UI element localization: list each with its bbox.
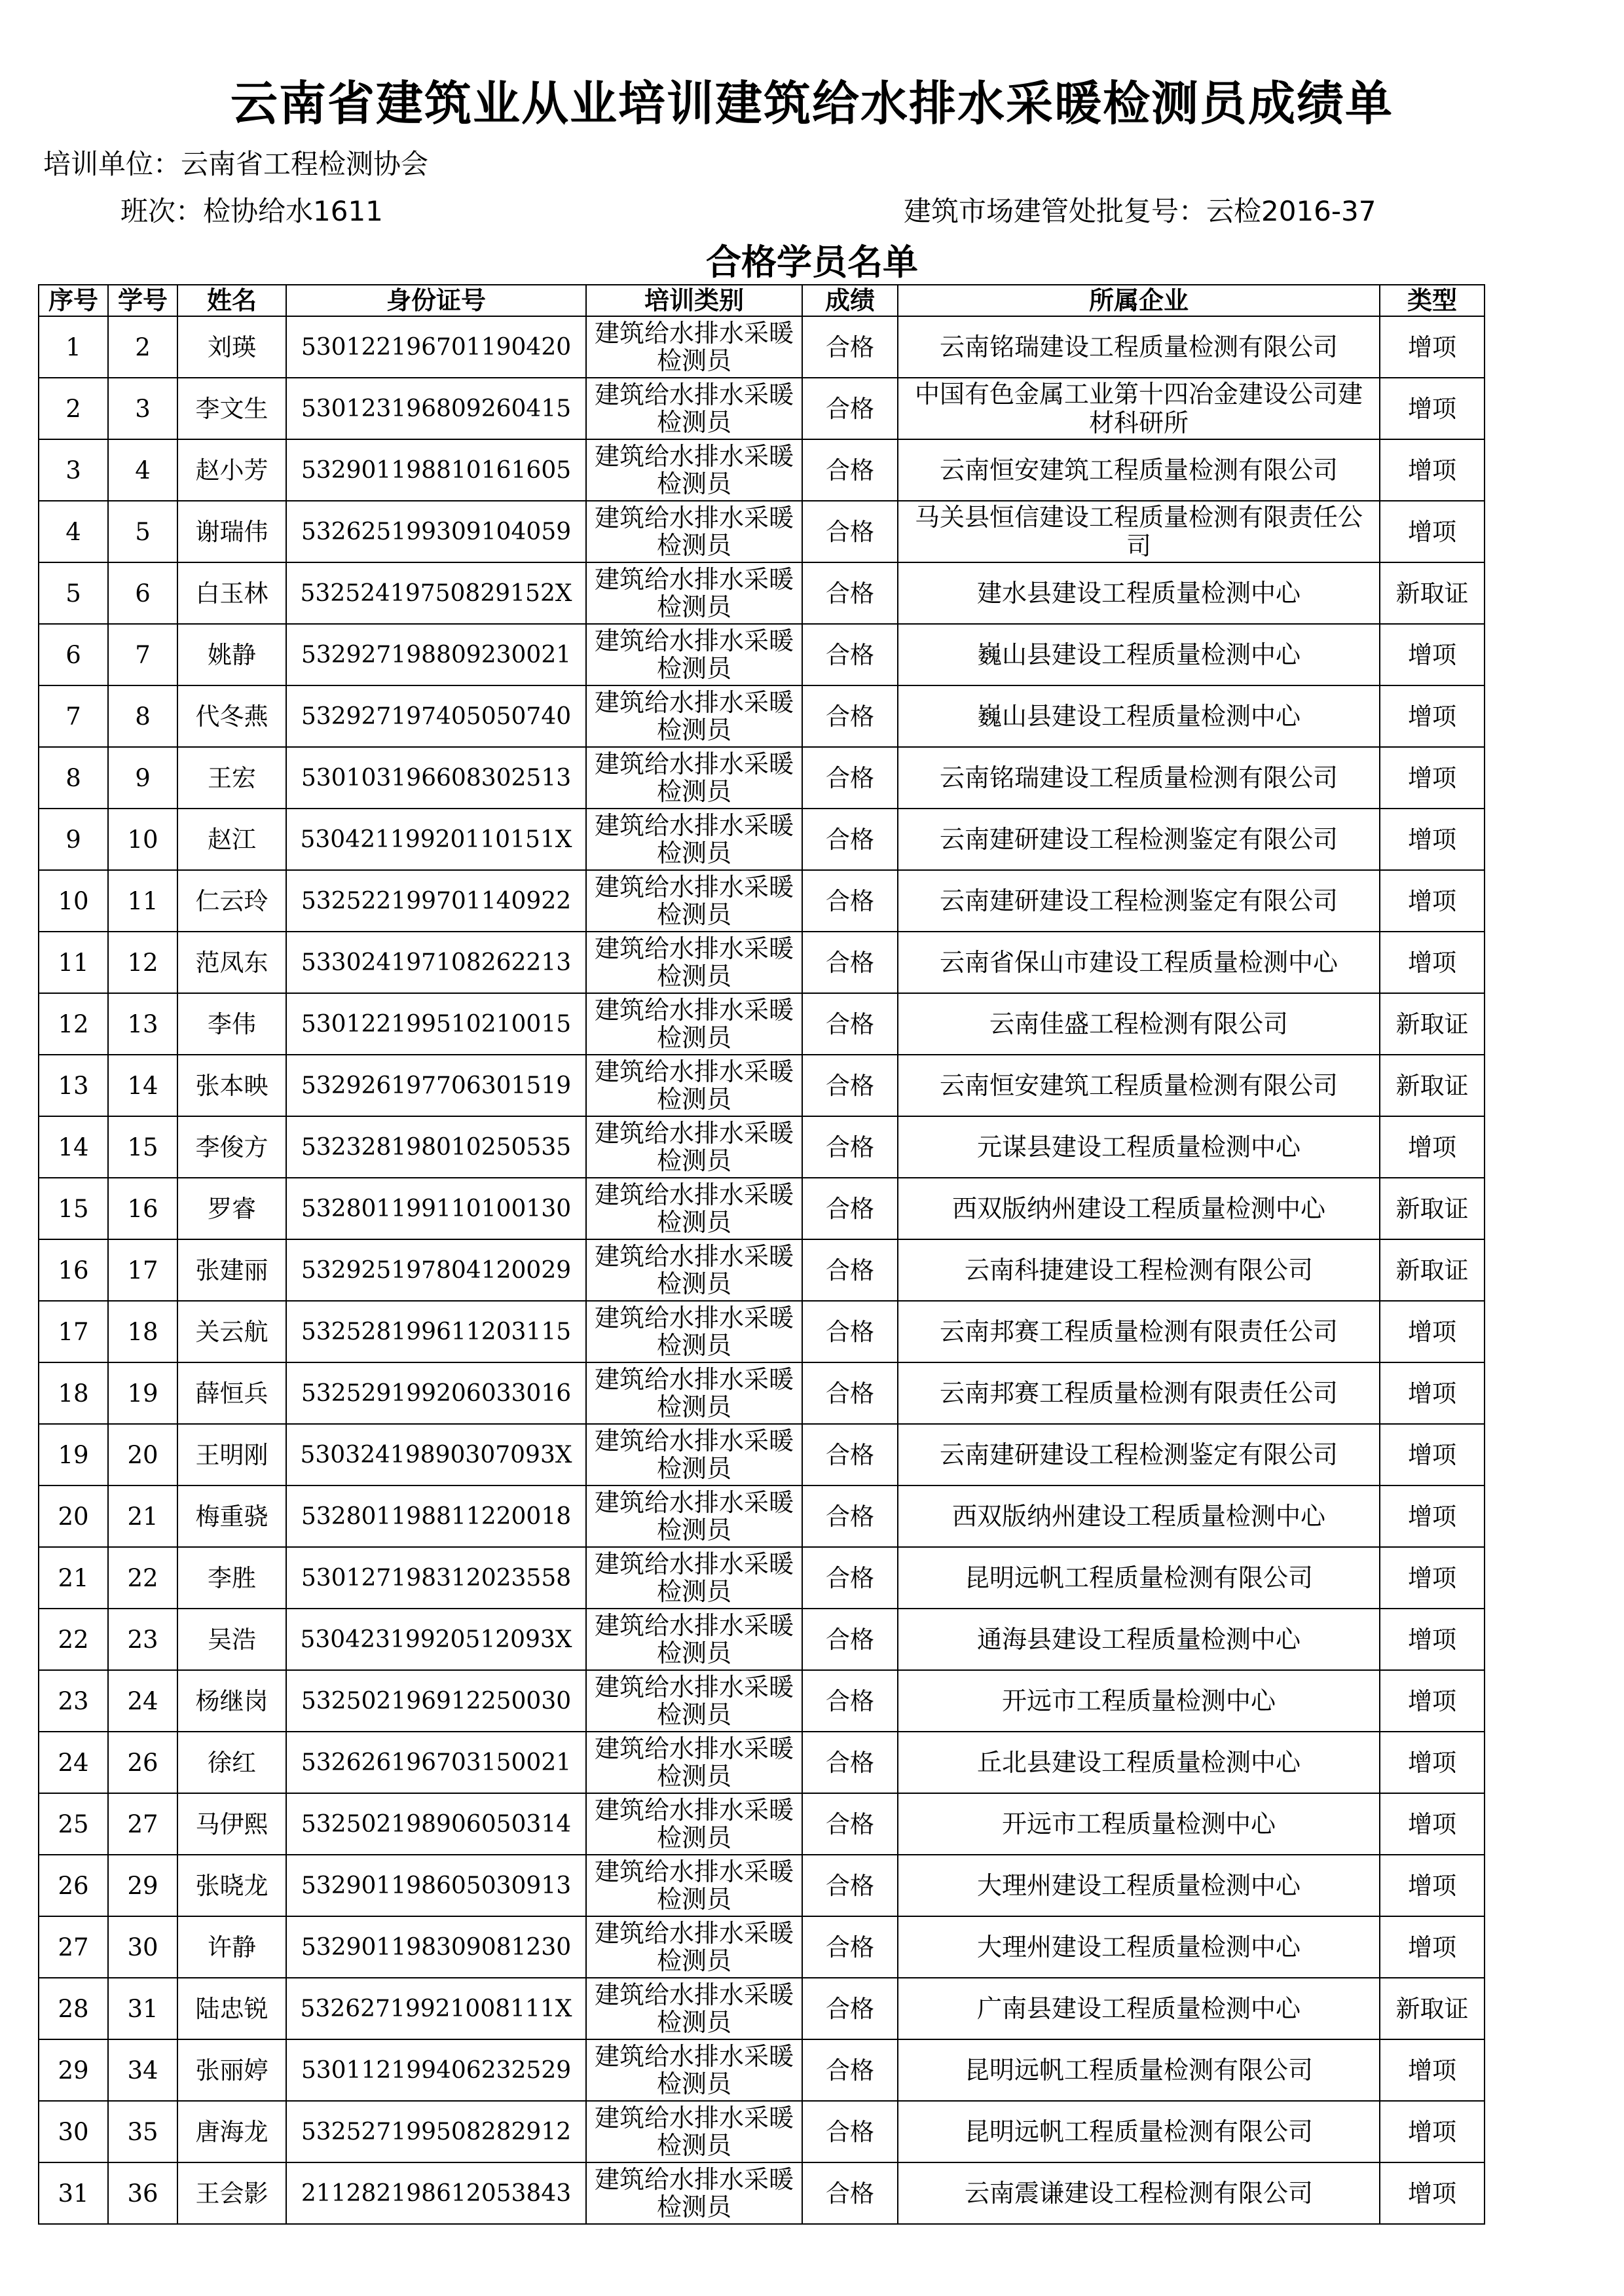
cell-student-no: 4 — [108, 439, 177, 501]
cell-company: 西双版纳州建设工程质量检测中心 — [898, 1485, 1380, 1547]
cell-company: 云南建研建设工程检测鉴定有限公司 — [898, 870, 1380, 932]
cell-seq: 14 — [39, 1116, 108, 1178]
cell-score: 合格 — [802, 1485, 898, 1547]
cell-score: 合格 — [802, 993, 898, 1055]
cell-category: 建筑给水排水采暖检测员 — [586, 870, 802, 932]
cell-student-no: 21 — [108, 1485, 177, 1547]
cell-id-number: 532927197405050740 — [286, 685, 586, 747]
cell-type: 增项 — [1380, 870, 1485, 932]
cell-score: 合格 — [802, 747, 898, 809]
cell-type: 增项 — [1380, 378, 1485, 439]
cell-category: 建筑给水排水采暖检测员 — [586, 439, 802, 501]
cell-name: 仁云玲 — [177, 870, 286, 932]
table-row — [39, 1424, 1485, 1485]
results-table — [38, 284, 1485, 2225]
cell-company: 元谋县建设工程质量检测中心 — [898, 1116, 1380, 1178]
cell-seq: 1 — [39, 316, 108, 378]
table-row — [39, 2162, 1485, 2224]
table-row — [39, 378, 1485, 439]
table-row — [39, 1055, 1485, 1116]
cell-name: 张丽婷 — [177, 2039, 286, 2101]
cell-company: 开远市工程质量检测中心 — [898, 1670, 1380, 1732]
cell-score: 合格 — [802, 1301, 898, 1362]
cell-type: 增项 — [1380, 1609, 1485, 1670]
cell-company: 云南省保山市建设工程质量检测中心 — [898, 932, 1380, 993]
cell-student-no: 18 — [108, 1301, 177, 1362]
cell-seq: 18 — [39, 1362, 108, 1424]
cell-score: 合格 — [802, 809, 898, 870]
cell-score: 合格 — [802, 1793, 898, 1855]
cell-name: 张本映 — [177, 1055, 286, 1116]
cell-id-number: 532901198605030913 — [286, 1855, 586, 1916]
cell-company: 云南恒安建筑工程质量检测有限公司 — [898, 439, 1380, 501]
header-score: 成绩 — [802, 285, 898, 316]
cell-category: 建筑给水排水采暖检测员 — [586, 685, 802, 747]
cell-student-no: 30 — [108, 1916, 177, 1978]
table-row — [39, 501, 1485, 562]
cell-seq: 15 — [39, 1178, 108, 1239]
cell-score: 合格 — [802, 932, 898, 993]
cell-student-no: 11 — [108, 870, 177, 932]
cell-id-number: 532925197804120029 — [286, 1239, 586, 1301]
table-row — [39, 1978, 1485, 2039]
cell-type: 增项 — [1380, 439, 1485, 501]
cell-score: 合格 — [802, 1362, 898, 1424]
cell-name: 梅重骁 — [177, 1485, 286, 1547]
cell-score: 合格 — [802, 1178, 898, 1239]
cell-category: 建筑给水排水采暖检测员 — [586, 1609, 802, 1670]
cell-id-number: 532527199508282912 — [286, 2101, 586, 2162]
cell-student-no: 26 — [108, 1732, 177, 1793]
table-row — [39, 1609, 1485, 1670]
cell-id-number: 532529199206033016 — [286, 1362, 586, 1424]
cell-name: 王会影 — [177, 2162, 286, 2224]
cell-id-number: 530127198312023558 — [286, 1547, 586, 1609]
cell-type: 增项 — [1380, 1362, 1485, 1424]
cell-id-number: 532901198810161605 — [286, 439, 586, 501]
cell-type: 增项 — [1380, 1547, 1485, 1609]
cell-seq: 21 — [39, 1547, 108, 1609]
cell-seq: 11 — [39, 932, 108, 993]
cell-category: 建筑给水排水采暖检测员 — [586, 809, 802, 870]
cell-category: 建筑给水排水采暖检测员 — [586, 378, 802, 439]
cell-score: 合格 — [802, 2162, 898, 2224]
cell-company: 广南县建设工程质量检测中心 — [898, 1978, 1380, 2039]
cell-seq: 9 — [39, 809, 108, 870]
cell-id-number: 530112199406232529 — [286, 2039, 586, 2101]
cell-score: 合格 — [802, 378, 898, 439]
cell-category: 建筑给水排水采暖检测员 — [586, 993, 802, 1055]
table-row — [39, 1547, 1485, 1609]
cell-student-no: 20 — [108, 1424, 177, 1485]
cell-name: 赵江 — [177, 809, 286, 870]
table-row — [39, 1301, 1485, 1362]
table-row — [39, 2101, 1485, 2162]
cell-student-no: 15 — [108, 1116, 177, 1178]
cell-name: 张晓龙 — [177, 1855, 286, 1916]
cell-score: 合格 — [802, 1547, 898, 1609]
cell-company: 中国有色金属工业第十四冶金建设公司建材科研所 — [898, 378, 1380, 439]
cell-type: 增项 — [1380, 1301, 1485, 1362]
cell-score: 合格 — [802, 1055, 898, 1116]
cell-id-number: 532801199110100130 — [286, 1178, 586, 1239]
cell-score: 合格 — [802, 2101, 898, 2162]
cell-category: 建筑给水排水采暖检测员 — [586, 1116, 802, 1178]
cell-seq: 6 — [39, 624, 108, 685]
cell-id-number: 532502198906050314 — [286, 1793, 586, 1855]
cell-category: 建筑给水排水采暖检测员 — [586, 1793, 802, 1855]
cell-id-number: 532522199701140922 — [286, 870, 586, 932]
cell-name: 刘瑛 — [177, 316, 286, 378]
cell-student-no: 34 — [108, 2039, 177, 2101]
cell-type: 增项 — [1380, 809, 1485, 870]
cell-type: 增项 — [1380, 685, 1485, 747]
training-unit: 培训单位：云南省工程检测协会 — [43, 148, 429, 180]
table-row — [39, 439, 1485, 501]
cell-company: 云南佳盛工程检测有限公司 — [898, 993, 1380, 1055]
cell-name: 唐海龙 — [177, 2101, 286, 2162]
cell-seq: 31 — [39, 2162, 108, 2224]
cell-id-number: 532625199309104059 — [286, 501, 586, 562]
table-row — [39, 1362, 1485, 1424]
cell-type: 增项 — [1380, 1670, 1485, 1732]
cell-id-number: 530123196809260415 — [286, 378, 586, 439]
cell-score: 合格 — [802, 1424, 898, 1485]
cell-name: 李俊方 — [177, 1116, 286, 1178]
cell-seq: 24 — [39, 1732, 108, 1793]
cell-type: 新取证 — [1380, 1239, 1485, 1301]
cell-id-number: 530122196701190420 — [286, 316, 586, 378]
cell-type: 增项 — [1380, 932, 1485, 993]
cell-company: 云南邦赛工程质量检测有限责任公司 — [898, 1362, 1380, 1424]
cell-type: 新取证 — [1380, 993, 1485, 1055]
table-row — [39, 809, 1485, 870]
cell-student-no: 14 — [108, 1055, 177, 1116]
cell-score: 合格 — [802, 1239, 898, 1301]
table-row — [39, 1116, 1485, 1178]
cell-category: 建筑给水排水采暖检测员 — [586, 932, 802, 993]
cell-score: 合格 — [802, 1116, 898, 1178]
cell-name: 陆忠锐 — [177, 1978, 286, 2039]
header-category: 培训类别 — [586, 285, 802, 316]
cell-category: 建筑给水排水采暖检测员 — [586, 562, 802, 624]
cell-company: 云南恒安建筑工程质量检测有限公司 — [898, 1055, 1380, 1116]
cell-type: 增项 — [1380, 1732, 1485, 1793]
cell-category: 建筑给水排水采暖检测员 — [586, 1732, 802, 1793]
cell-score: 合格 — [802, 562, 898, 624]
cell-id-number: 530122199510210015 — [286, 993, 586, 1055]
cell-type: 新取证 — [1380, 1978, 1485, 2039]
cell-name: 徐红 — [177, 1732, 286, 1793]
cell-seq: 12 — [39, 993, 108, 1055]
cell-category: 建筑给水排水采暖检测员 — [586, 1485, 802, 1547]
cell-company: 昆明远帆工程质量检测有限公司 — [898, 1547, 1380, 1609]
cell-student-no: 6 — [108, 562, 177, 624]
cell-type: 增项 — [1380, 1485, 1485, 1547]
cell-seq: 13 — [39, 1055, 108, 1116]
table-row — [39, 316, 1485, 378]
cell-id-number: 530103196608302513 — [286, 747, 586, 809]
cell-seq: 4 — [39, 501, 108, 562]
cell-seq: 17 — [39, 1301, 108, 1362]
cell-student-no: 12 — [108, 932, 177, 993]
cell-id-number: 532801198811220018 — [286, 1485, 586, 1547]
cell-company: 云南邦赛工程质量检测有限责任公司 — [898, 1301, 1380, 1362]
class-label: 班次：检协给水1611 — [120, 195, 383, 227]
cell-category: 建筑给水排水采暖检测员 — [586, 501, 802, 562]
cell-seq: 2 — [39, 378, 108, 439]
header-name: 姓名 — [177, 285, 286, 316]
cell-type: 增项 — [1380, 624, 1485, 685]
cell-company: 建水县建设工程质量检测中心 — [898, 562, 1380, 624]
cell-company: 云南震谦建设工程检测有限公司 — [898, 2162, 1380, 2224]
cell-score: 合格 — [802, 624, 898, 685]
cell-category: 建筑给水排水采暖检测员 — [586, 1670, 802, 1732]
cell-type: 增项 — [1380, 1793, 1485, 1855]
cell-name: 许静 — [177, 1916, 286, 1978]
cell-company: 马关县恒信建设工程质量检测有限责任公司 — [898, 501, 1380, 562]
cell-name: 关云航 — [177, 1301, 286, 1362]
cell-seq: 3 — [39, 439, 108, 501]
cell-category: 建筑给水排水采暖检测员 — [586, 1424, 802, 1485]
cell-score: 合格 — [802, 1732, 898, 1793]
cell-id-number: 532901198309081230 — [286, 1916, 586, 1978]
cell-name: 李胜 — [177, 1547, 286, 1609]
cell-company: 云南建研建设工程检测鉴定有限公司 — [898, 809, 1380, 870]
table-row — [39, 1485, 1485, 1547]
cell-category: 建筑给水排水采暖检测员 — [586, 1055, 802, 1116]
cell-name: 张建丽 — [177, 1239, 286, 1301]
cell-student-no: 7 — [108, 624, 177, 685]
cell-name: 谢瑞伟 — [177, 501, 286, 562]
approval-number: 建筑市场建管处批复号：云检2016-37 — [904, 195, 1376, 227]
cell-category: 建筑给水排水采暖检测员 — [586, 1178, 802, 1239]
cell-type: 增项 — [1380, 501, 1485, 562]
cell-seq: 8 — [39, 747, 108, 809]
cell-name: 白玉林 — [177, 562, 286, 624]
cell-type: 增项 — [1380, 1916, 1485, 1978]
cell-name: 马伊熙 — [177, 1793, 286, 1855]
cell-id-number: 53042319920512093X — [286, 1609, 586, 1670]
cell-seq: 29 — [39, 2039, 108, 2101]
cell-category: 建筑给水排水采暖检测员 — [586, 2101, 802, 2162]
cell-type: 增项 — [1380, 2162, 1485, 2224]
cell-student-no: 22 — [108, 1547, 177, 1609]
cell-seq: 22 — [39, 1609, 108, 1670]
cell-category: 建筑给水排水采暖检测员 — [586, 747, 802, 809]
cell-name: 赵小芳 — [177, 439, 286, 501]
cell-score: 合格 — [802, 1855, 898, 1916]
cell-name: 王明刚 — [177, 1424, 286, 1485]
cell-type: 增项 — [1380, 747, 1485, 809]
cell-company: 大理州建设工程质量检测中心 — [898, 1855, 1380, 1916]
cell-category: 建筑给水排水采暖检测员 — [586, 1855, 802, 1916]
cell-student-no: 13 — [108, 993, 177, 1055]
cell-score: 合格 — [802, 1609, 898, 1670]
cell-student-no: 36 — [108, 2162, 177, 2224]
cell-name: 李伟 — [177, 993, 286, 1055]
cell-seq: 25 — [39, 1793, 108, 1855]
cell-company: 巍山县建设工程质量检测中心 — [898, 624, 1380, 685]
cell-score: 合格 — [802, 1916, 898, 1978]
cell-name: 姚静 — [177, 624, 286, 685]
table-row — [39, 1793, 1485, 1855]
cell-category: 建筑给水排水采暖检测员 — [586, 1916, 802, 1978]
header-type: 类型 — [1380, 285, 1485, 316]
cell-company: 开远市工程质量检测中心 — [898, 1793, 1380, 1855]
cell-category: 建筑给水排水采暖检测员 — [586, 2162, 802, 2224]
cell-score: 合格 — [802, 2039, 898, 2101]
cell-id-number: 532626196703150021 — [286, 1732, 586, 1793]
cell-category: 建筑给水排水采暖检测员 — [586, 624, 802, 685]
document-title: 云南省建筑业从业培训建筑给水排水采暖检测员成绩单 — [230, 76, 1393, 131]
cell-id-number: 532927198809230021 — [286, 624, 586, 685]
cell-id-number: 211282198612053843 — [286, 2162, 586, 2224]
cell-student-no: 5 — [108, 501, 177, 562]
cell-company: 大理州建设工程质量检测中心 — [898, 1916, 1380, 1978]
cell-type: 新取证 — [1380, 1055, 1485, 1116]
cell-id-number: 53262719921008111X — [286, 1978, 586, 2039]
cell-seq: 5 — [39, 562, 108, 624]
cell-score: 合格 — [802, 685, 898, 747]
cell-student-no: 29 — [108, 1855, 177, 1916]
cell-id-number: 532926197706301519 — [286, 1055, 586, 1116]
cell-company: 巍山县建设工程质量检测中心 — [898, 685, 1380, 747]
cell-category: 建筑给水排水采暖检测员 — [586, 1547, 802, 1609]
list-title: 合格学员名单 — [706, 242, 918, 283]
cell-name: 李文生 — [177, 378, 286, 439]
cell-company: 云南铭瑞建设工程质量检测有限公司 — [898, 316, 1380, 378]
cell-id-number: 53252419750829152X — [286, 562, 586, 624]
cell-score: 合格 — [802, 501, 898, 562]
cell-type: 增项 — [1380, 316, 1485, 378]
cell-company: 昆明远帆工程质量检测有限公司 — [898, 2039, 1380, 2101]
header-seq: 序号 — [39, 285, 108, 316]
table-row — [39, 1855, 1485, 1916]
table-row — [39, 1670, 1485, 1732]
cell-seq: 30 — [39, 2101, 108, 2162]
cell-seq: 26 — [39, 1855, 108, 1916]
cell-company: 丘北县建设工程质量检测中心 — [898, 1732, 1380, 1793]
cell-name: 代冬燕 — [177, 685, 286, 747]
cell-category: 建筑给水排水采暖检测员 — [586, 316, 802, 378]
cell-seq: 27 — [39, 1916, 108, 1978]
cell-student-no: 17 — [108, 1239, 177, 1301]
cell-type: 新取证 — [1380, 1178, 1485, 1239]
header-company: 所属企业 — [898, 285, 1380, 316]
header-id-number: 身份证号 — [286, 285, 586, 316]
cell-student-no: 27 — [108, 1793, 177, 1855]
cell-seq: 10 — [39, 870, 108, 932]
cell-company: 云南铭瑞建设工程质量检测有限公司 — [898, 747, 1380, 809]
cell-id-number: 53042119920110151X — [286, 809, 586, 870]
cell-student-no: 31 — [108, 1978, 177, 2039]
cell-name: 王宏 — [177, 747, 286, 809]
table-header-row — [39, 285, 1485, 316]
cell-seq: 28 — [39, 1978, 108, 2039]
cell-score: 合格 — [802, 1670, 898, 1732]
cell-id-number: 532528199611203115 — [286, 1301, 586, 1362]
cell-id-number: 533024197108262213 — [286, 932, 586, 993]
table-row — [39, 624, 1485, 685]
cell-id-number: 532502196912250030 — [286, 1670, 586, 1732]
cell-name: 吴浩 — [177, 1609, 286, 1670]
cell-company: 昆明远帆工程质量检测有限公司 — [898, 2101, 1380, 2162]
cell-type: 增项 — [1380, 1116, 1485, 1178]
table-row — [39, 1732, 1485, 1793]
table-row — [39, 1178, 1485, 1239]
cell-student-no: 2 — [108, 316, 177, 378]
cell-id-number: 53032419890307093X — [286, 1424, 586, 1485]
cell-type: 新取证 — [1380, 562, 1485, 624]
cell-student-no: 9 — [108, 747, 177, 809]
cell-score: 合格 — [802, 870, 898, 932]
cell-student-no: 19 — [108, 1362, 177, 1424]
table-row — [39, 2039, 1485, 2101]
table-row — [39, 1239, 1485, 1301]
cell-type: 增项 — [1380, 2101, 1485, 2162]
cell-id-number: 532328198010250535 — [286, 1116, 586, 1178]
cell-seq: 19 — [39, 1424, 108, 1485]
cell-student-no: 3 — [108, 378, 177, 439]
cell-seq: 23 — [39, 1670, 108, 1732]
cell-category: 建筑给水排水采暖检测员 — [586, 1362, 802, 1424]
cell-student-no: 16 — [108, 1178, 177, 1239]
cell-name: 范凤东 — [177, 932, 286, 993]
cell-student-no: 8 — [108, 685, 177, 747]
cell-category: 建筑给水排水采暖检测员 — [586, 1239, 802, 1301]
cell-type: 增项 — [1380, 1424, 1485, 1485]
cell-category: 建筑给水排水采暖检测员 — [586, 1301, 802, 1362]
cell-name: 罗睿 — [177, 1178, 286, 1239]
cell-score: 合格 — [802, 316, 898, 378]
cell-student-no: 10 — [108, 809, 177, 870]
cell-seq: 16 — [39, 1239, 108, 1301]
cell-category: 建筑给水排水采暖检测员 — [586, 1978, 802, 2039]
cell-type: 增项 — [1380, 2039, 1485, 2101]
cell-company: 云南科捷建设工程检测有限公司 — [898, 1239, 1380, 1301]
cell-name: 薛恒兵 — [177, 1362, 286, 1424]
cell-company: 云南建研建设工程检测鉴定有限公司 — [898, 1424, 1380, 1485]
table-row — [39, 747, 1485, 809]
cell-student-no: 35 — [108, 2101, 177, 2162]
header-student-no: 学号 — [108, 285, 177, 316]
cell-name: 杨继岗 — [177, 1670, 286, 1732]
cell-seq: 7 — [39, 685, 108, 747]
cell-company: 通海县建设工程质量检测中心 — [898, 1609, 1380, 1670]
cell-score: 合格 — [802, 439, 898, 501]
table-row — [39, 1916, 1485, 1978]
cell-category: 建筑给水排水采暖检测员 — [586, 2039, 802, 2101]
table-row — [39, 993, 1485, 1055]
cell-student-no: 23 — [108, 1609, 177, 1670]
cell-student-no: 24 — [108, 1670, 177, 1732]
cell-score: 合格 — [802, 1978, 898, 2039]
table-row — [39, 685, 1485, 747]
cell-seq: 20 — [39, 1485, 108, 1547]
cell-type: 增项 — [1380, 1855, 1485, 1916]
table-row — [39, 562, 1485, 624]
cell-company: 西双版纳州建设工程质量检测中心 — [898, 1178, 1380, 1239]
table-row — [39, 870, 1485, 932]
table-row — [39, 932, 1485, 993]
